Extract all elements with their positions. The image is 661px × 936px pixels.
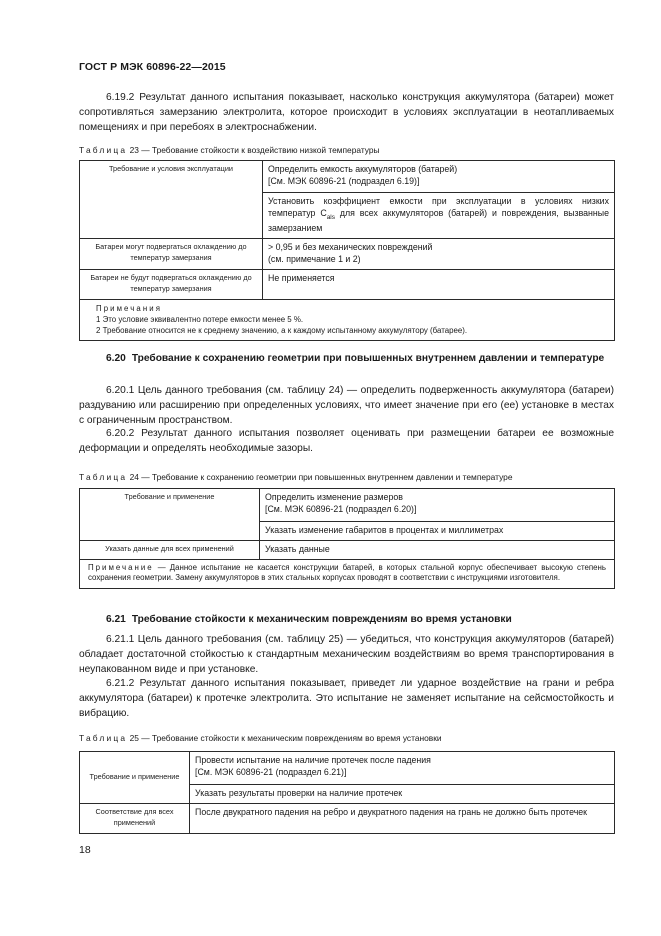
table-cell-left: Соответствие для всех применений: [80, 804, 190, 834]
caption-text: 24 — Требование к сохранению геометрии при повышенных внутреннем давлении и температуре: [129, 472, 513, 482]
table-24-caption: [79, 472, 512, 482]
note-2: 2 Требование относится не к среднему значению, а к каждому испытанному аккумулятору (батарее).: [96, 326, 468, 335]
notes-heading: Примечания: [96, 304, 163, 313]
table-cell-left: Требование и условия эксплуатации: [80, 161, 263, 239]
paragraph-6-19-2: 6.19.2 Результат данного испытания показывает, насколько конструкция аккумулятора (батареи) может сопротивляться замерзанию электролита, которое происходит в условиях эксплуатации в неотапливаемых помещениях и при перебоях в электроснабжении.: [79, 92, 614, 133]
note-1: 1 Это условие эквивалентно потере емкости менее 5 %.: [96, 315, 304, 324]
section-6-21-title: 6.21 Требование стойкости к механическим повреждениям во время установки: [106, 614, 512, 625]
paragraph-6-20-2: 6.20.2 Результат данного испытания позволяет оценивать при размещении батареи ее возможные деформации и определять необходимые зазоры.: [79, 428, 614, 454]
table-cell-left: Батареи не будут подвергаться охлаждению до температур замерзания: [80, 270, 263, 300]
table-cell-right: Провести испытание на наличие протечек после падения [См. МЭК 60896-21 (подраздел 6.21)]: [190, 752, 615, 785]
table-24: [79, 488, 615, 589]
table-25: [79, 751, 615, 834]
table-25-caption: [79, 733, 442, 743]
running-header: ГОСТ Р МЭК 60896-22—2015: [79, 61, 226, 73]
caption-text: 25 — Требование стойкости к механическим повреждениям во время установки: [129, 733, 442, 743]
table-cell-left: Указать данные для всех применений: [80, 540, 260, 559]
caption-word: Таблица: [79, 733, 128, 743]
section-6-20-title: 6.20 Требование к сохранению геометрии при повышенных внутреннем давлении и температуре: [106, 353, 605, 364]
table-cell-right: Установить коэффициент емкости при эксплуатации в условиях низких температур $C_{als}$ для всех аккумуляторов (батарей) и повреждения, вызванные замерзанием: [263, 193, 615, 239]
caption-text: 23 — Требование стойкости к воздействию низкой температуры: [129, 145, 380, 155]
table-cell-right: После двукратного падения на ребро и двукратного падения на грань не должно быть протечек: [190, 804, 615, 834]
table-cell-left: Батареи могут подвергаться охлаждению до температур замерзания: [80, 239, 263, 270]
caption-word: Таблица: [79, 472, 128, 482]
table-note: Примечание — Данное испытание не касается конструкции батарей, в которых стальной корпус обеспечивает высокую степень сохранения геометрии. Замену аккумуляторов в этих стальных корпусах проводят в соответствии с инструкциями изготовителя.: [80, 559, 615, 589]
page-number: 18: [79, 844, 91, 856]
table-cell-right: Определить изменение размеров [См. МЭК 60896-21 (подраздел 6.20)]: [260, 489, 615, 522]
table-23-caption: [79, 145, 380, 155]
table-cell-left: Требование и применение: [80, 489, 260, 541]
paragraph-6-21-2: 6.21.2 Результат данного испытания показывает, приведет ли ударное воздействие на грани и ребра аккумулятора (батареи) к протечке электролита. Это испытание не заменяет испытание на сейсмостойкость и вибрацию.: [79, 678, 614, 719]
table-cell-right: > 0,95 и без механических повреждений (см. примечание 1 и 2): [263, 239, 615, 270]
table-cell-left: Требование и применение: [80, 752, 190, 804]
table-cell-right: Определить емкость аккумуляторов (батарей) [См. МЭК 60896-21 (подраздел 6.19)]: [263, 161, 615, 193]
table-23: [79, 160, 615, 341]
paragraph-6-21-1: 6.21.1 Цель данного требования (см. таблицу 25) — убедиться, что конструкция аккумуляторов (батарей) обладает достаточной стойкостью к стандартным механическим воздействиям во время транспортирования в неупакованном виде и при установке.: [79, 634, 614, 675]
paragraph-6-20-1: 6.20.1 Цель данного требования (см. таблицу 24) — определить подверженность аккумулятора (батареи) раздуванию или расширению при определенных условиях, что имеет значение при его (ее) установке в местах с ограниченным пространством.: [79, 385, 614, 426]
table-notes: [80, 300, 615, 341]
table-cell-right: Не применяется: [263, 270, 615, 300]
table-cell-right: Указать данные: [260, 540, 615, 559]
table-cell-right: Указать результаты проверки на наличие протечек: [190, 785, 615, 804]
caption-word: Таблица: [79, 145, 128, 155]
table-cell-right: Указать изменение габаритов в процентах и миллиметрах: [260, 522, 615, 541]
